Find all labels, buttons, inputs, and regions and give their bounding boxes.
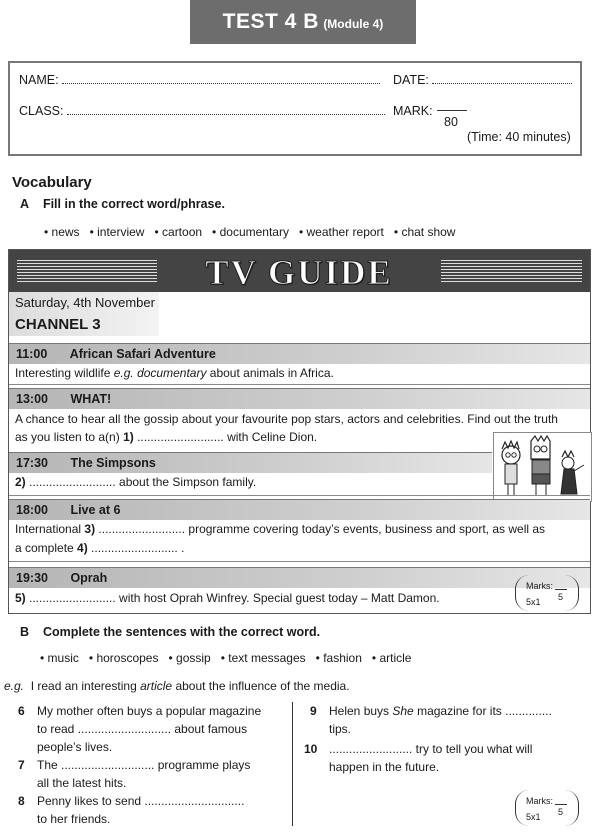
- word-option: weather report: [306, 225, 384, 239]
- divider: [9, 561, 590, 562]
- part-b-heading: [20, 625, 320, 639]
- magazine-title: She: [392, 704, 414, 718]
- question-7[interactable]: [37, 756, 250, 792]
- mark-fraction-line: [437, 110, 467, 111]
- desc-text: International: [15, 522, 85, 536]
- programme-time: 17:30: [16, 456, 48, 470]
- question-text: Helen buys: [329, 704, 393, 718]
- word-option: news: [51, 225, 80, 239]
- name-line[interactable]: [62, 83, 380, 84]
- programme-bar-4: [9, 499, 590, 520]
- desc-text: a complete: [15, 541, 78, 555]
- answer-blank[interactable]: .......................... programme covering today’s events, business and sport, as well as: [95, 522, 546, 536]
- column-divider: [292, 702, 293, 826]
- name-field[interactable]: [19, 73, 380, 87]
- word-option: music: [47, 651, 79, 665]
- desc-text: Interesting wildlife: [15, 366, 114, 380]
- desc-text: about the influence of the media.: [172, 679, 350, 693]
- word-option: gossip: [176, 651, 211, 665]
- word-option: cartoon: [162, 225, 203, 239]
- programme-desc-1: [15, 364, 334, 382]
- marks-label: Marks:: [526, 796, 553, 806]
- question-9[interactable]: [329, 702, 552, 738]
- class-label: CLASS:: [19, 104, 64, 118]
- marks-label: Marks:: [526, 581, 553, 591]
- programme-desc-4-line-2: [15, 539, 184, 557]
- programme-name: The Simpsons: [70, 456, 156, 470]
- date-field[interactable]: [393, 73, 572, 87]
- time-limit: (Time: 40 minutes): [467, 130, 571, 144]
- class-field[interactable]: [19, 104, 385, 118]
- blank-number: 1): [123, 430, 134, 444]
- marks-line: [555, 804, 567, 805]
- question-number: 8: [18, 794, 25, 808]
- guide-channel: CHANNEL 3: [15, 316, 101, 333]
- divider: [9, 384, 590, 385]
- test-title: TEST 4 B: [222, 10, 319, 33]
- part-b-instruction: Complete the sentences with the correct word.: [42, 625, 321, 639]
- programme-time: 11:00: [16, 347, 48, 361]
- part-a-heading: [20, 197, 225, 211]
- question-number: 10: [304, 742, 318, 756]
- question-number: 6: [18, 704, 25, 718]
- name-label: NAME:: [19, 73, 59, 87]
- programme-bar-5: [9, 567, 590, 588]
- question-text: Penny likes to send ..............................: [37, 794, 245, 808]
- marks-score: 5: [558, 592, 564, 602]
- programme-desc-4-line-1: [15, 520, 545, 538]
- part-b-letter: B: [20, 625, 30, 639]
- answer-blank[interactable]: .......................... with host Oprah Winfrey. Special guest today – Matt Damon.: [25, 591, 440, 605]
- answer-blank[interactable]: .......................... .: [87, 541, 185, 555]
- question-text: all the latest hits.: [37, 776, 127, 790]
- example-answer: documentary: [137, 366, 207, 380]
- example-marker: e.g.: [113, 366, 134, 380]
- question-number: 9: [310, 704, 317, 718]
- programme-desc-3: [15, 473, 256, 491]
- section-title-vocabulary: Vocabulary: [12, 174, 92, 191]
- word-option: documentary: [219, 225, 289, 239]
- answer-blank[interactable]: .......................... with Celine Dion.: [133, 430, 318, 444]
- programme-name: Oprah: [70, 571, 108, 585]
- mark-label: MARK:: [393, 104, 433, 118]
- example-marker: e.g.: [4, 679, 25, 693]
- simpsons-illustration: [493, 432, 592, 502]
- divider: [9, 495, 590, 496]
- word-option: horoscopes: [96, 651, 159, 665]
- answer-blank[interactable]: .......................... about the Simpson family.: [25, 475, 257, 489]
- part-a-word-list: • news • interview • cartoon • documentary • weather report • chat show: [44, 225, 456, 239]
- header-stripes-left: [17, 260, 157, 282]
- blank-number: 2): [15, 475, 26, 489]
- question-text: to read ............................ about famous: [37, 722, 248, 736]
- programme-bar-1: [9, 343, 590, 364]
- blank-number: 3): [84, 522, 96, 536]
- blank-number: 5): [15, 591, 26, 605]
- marks-calc: 5x1: [526, 597, 541, 607]
- word-option: fashion: [323, 651, 362, 665]
- header-stripes-right: [441, 260, 582, 282]
- question-text: tips.: [329, 722, 352, 736]
- word-option: interview: [97, 225, 145, 239]
- question-text: to her friends.: [37, 812, 111, 826]
- programme-time: 13:00: [16, 392, 48, 406]
- module-label: (Module 4): [323, 17, 384, 31]
- desc-text: as you listen to a(n): [15, 430, 124, 444]
- programme-name: WHAT!: [70, 392, 112, 406]
- question-text: people’s lives.: [37, 740, 113, 754]
- programme-bar-2: [9, 388, 590, 409]
- word-option: article: [379, 651, 412, 665]
- question-text: ......................... try to tell you what will: [329, 742, 533, 756]
- marks-score: 5: [558, 807, 564, 817]
- word-option: chat show: [401, 225, 456, 239]
- marks-calc: 5x1: [526, 812, 541, 822]
- part-b-word-list: • music • horoscopes • gossip • text messages • fashion • article: [40, 651, 412, 665]
- simpsons-characters-icon: [494, 433, 591, 501]
- question-number: 7: [18, 758, 25, 772]
- class-line[interactable]: [67, 114, 385, 115]
- question-text: happen in the future.: [329, 760, 440, 774]
- programme-time: 19:30: [16, 571, 48, 585]
- question-10[interactable]: [329, 740, 532, 776]
- word-option: text messages: [228, 651, 306, 665]
- part-b-example: [4, 677, 350, 695]
- date-label: DATE:: [393, 73, 429, 87]
- question-8[interactable]: [37, 792, 244, 828]
- part-a-instruction: Fill in the correct word/phrase.: [42, 197, 225, 211]
- example-answer: article: [140, 679, 173, 693]
- question-text: My mother often buys a popular magazine: [37, 704, 262, 718]
- blank-number: 4): [77, 541, 88, 555]
- programme-desc-5: [15, 589, 440, 607]
- programme-desc-2-line-2: [15, 428, 317, 446]
- date-line[interactable]: [432, 83, 572, 84]
- question-text: magazine for its ..............: [413, 704, 552, 718]
- tv-guide-header: [9, 250, 590, 292]
- test-title-banner: [190, 0, 416, 44]
- guide-date: Saturday, 4th November: [15, 295, 155, 310]
- mark-total: 80: [444, 115, 458, 129]
- marks-line: [555, 589, 567, 590]
- programme-time: 18:00: [16, 503, 48, 517]
- question-text: The ............................ programme plays: [37, 758, 251, 772]
- programme-desc-2-line-1: A chance to hear all the gossip about your favourite pop stars, actors and celebrities. Find out the truth: [15, 412, 558, 426]
- part-a-letter: A: [20, 197, 30, 211]
- desc-text: about animals in Africa.: [206, 366, 334, 380]
- question-6[interactable]: [37, 702, 261, 756]
- programme-bar-3: [9, 452, 492, 473]
- programme-name: African Safari Adventure: [69, 347, 216, 361]
- tv-guide-title: TV GUIDE: [205, 253, 393, 292]
- programme-name: Live at 6: [70, 503, 121, 517]
- desc-text: I read an interesting: [30, 679, 141, 693]
